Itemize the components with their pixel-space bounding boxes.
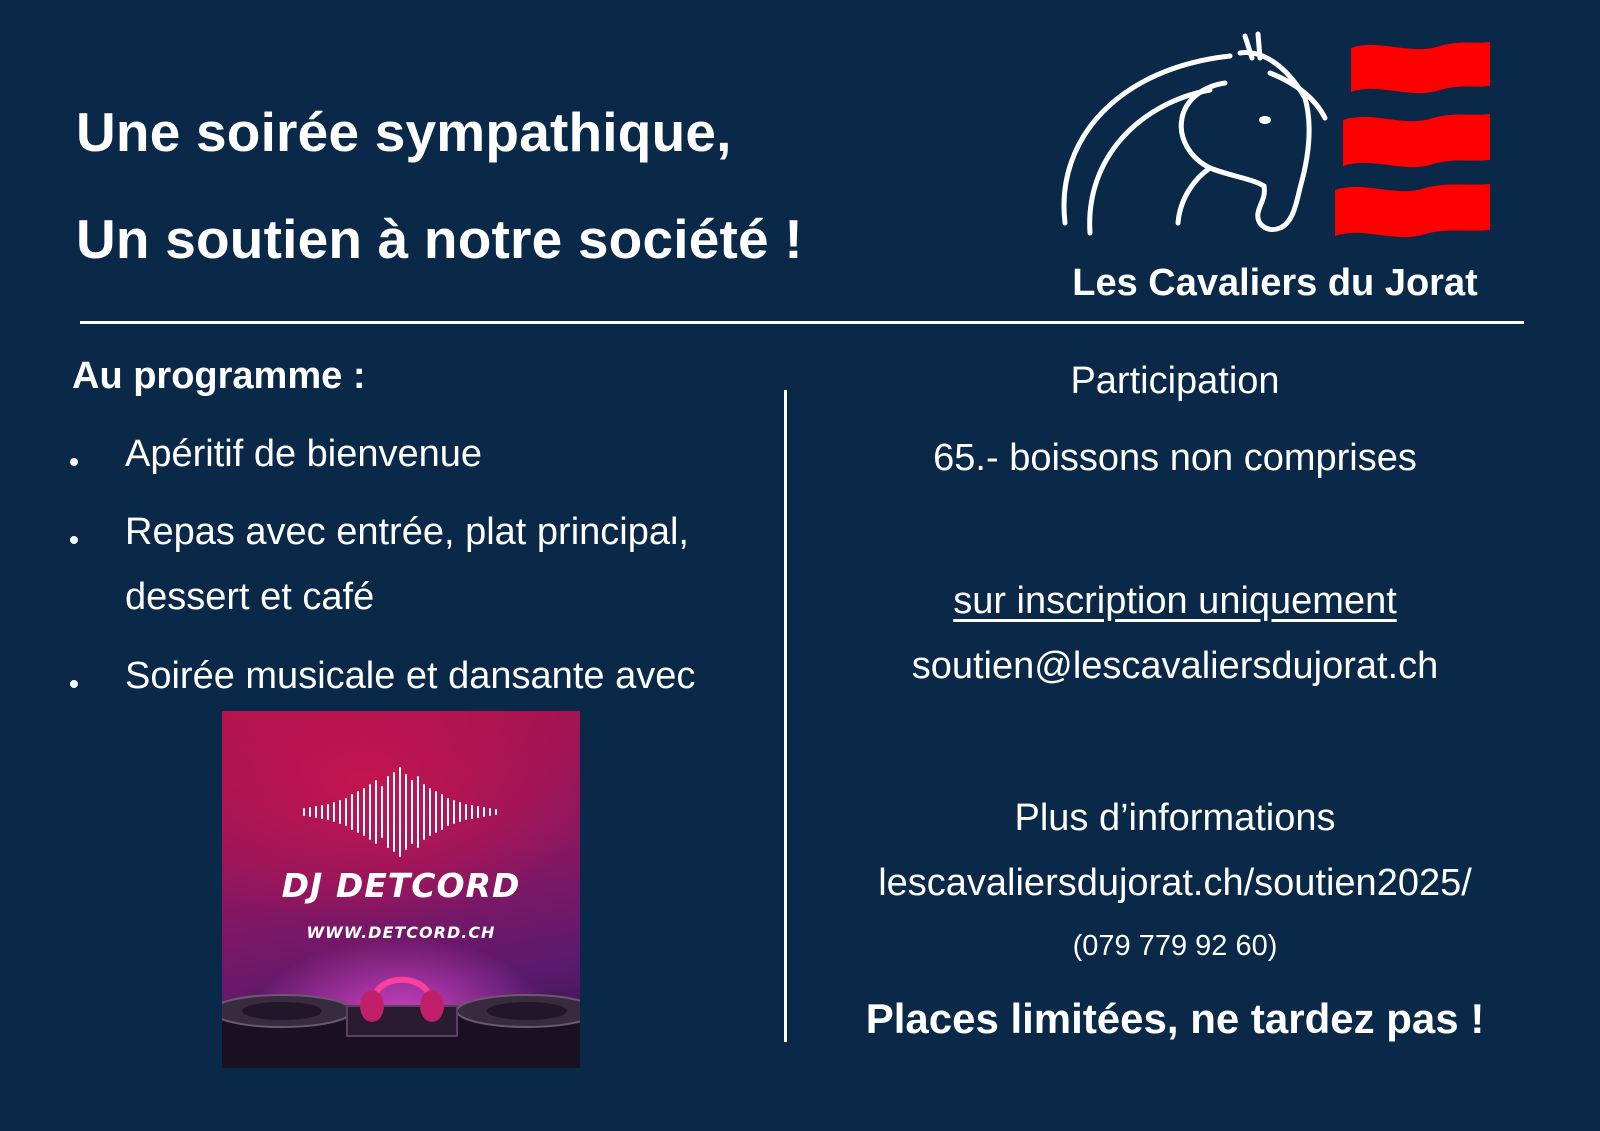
sound-wave-icon — [302, 767, 502, 857]
dj-url: WWW.DETCORD.CH — [306, 923, 496, 942]
bullet-icon — [70, 680, 78, 688]
places-limited-notice: Places limitées, ne tardez pas ! — [865, 995, 1485, 1042]
program-item-repas-continued: dessert et café — [125, 576, 375, 618]
dj-name: DJ DETCORD — [281, 866, 521, 905]
phone-number: (079 779 92 60) — [1072, 930, 1278, 962]
bullet-icon — [70, 458, 78, 466]
participation-label: Participation — [1070, 360, 1280, 402]
info-url-link[interactable]: lescavaliersdujorat.ch/soutien2025/ — [878, 862, 1472, 904]
program-title: Au programme : — [72, 355, 366, 397]
program-item-aperitif: Apéritif de bienvenue — [125, 433, 483, 475]
vertical-divider — [784, 390, 787, 1042]
horse-head-icon — [1060, 28, 1500, 238]
program-item-repas: Repas avec entrée, plat principal, — [125, 511, 689, 553]
horizontal-divider — [80, 321, 1524, 324]
contact-email[interactable]: soutien@lescavaliersdujorat.ch — [911, 645, 1439, 687]
brand-name: Les Cavaliers du Jorat — [1072, 262, 1478, 304]
bullet-icon — [70, 536, 78, 544]
more-info-label: Plus d’informations — [1014, 797, 1336, 839]
dj-promo-image — [222, 711, 580, 1068]
inscription-note: sur inscription uniquement — [953, 580, 1397, 622]
price-text: 65.- boissons non comprises — [933, 437, 1417, 479]
headline-line-2: Un soutien à notre société ! — [76, 208, 803, 270]
headline-line-1: Une soirée sympathique, — [76, 101, 732, 163]
turntables-icon — [222, 966, 580, 1068]
program-item-soiree: Soirée musicale et dansante avec — [125, 655, 696, 697]
